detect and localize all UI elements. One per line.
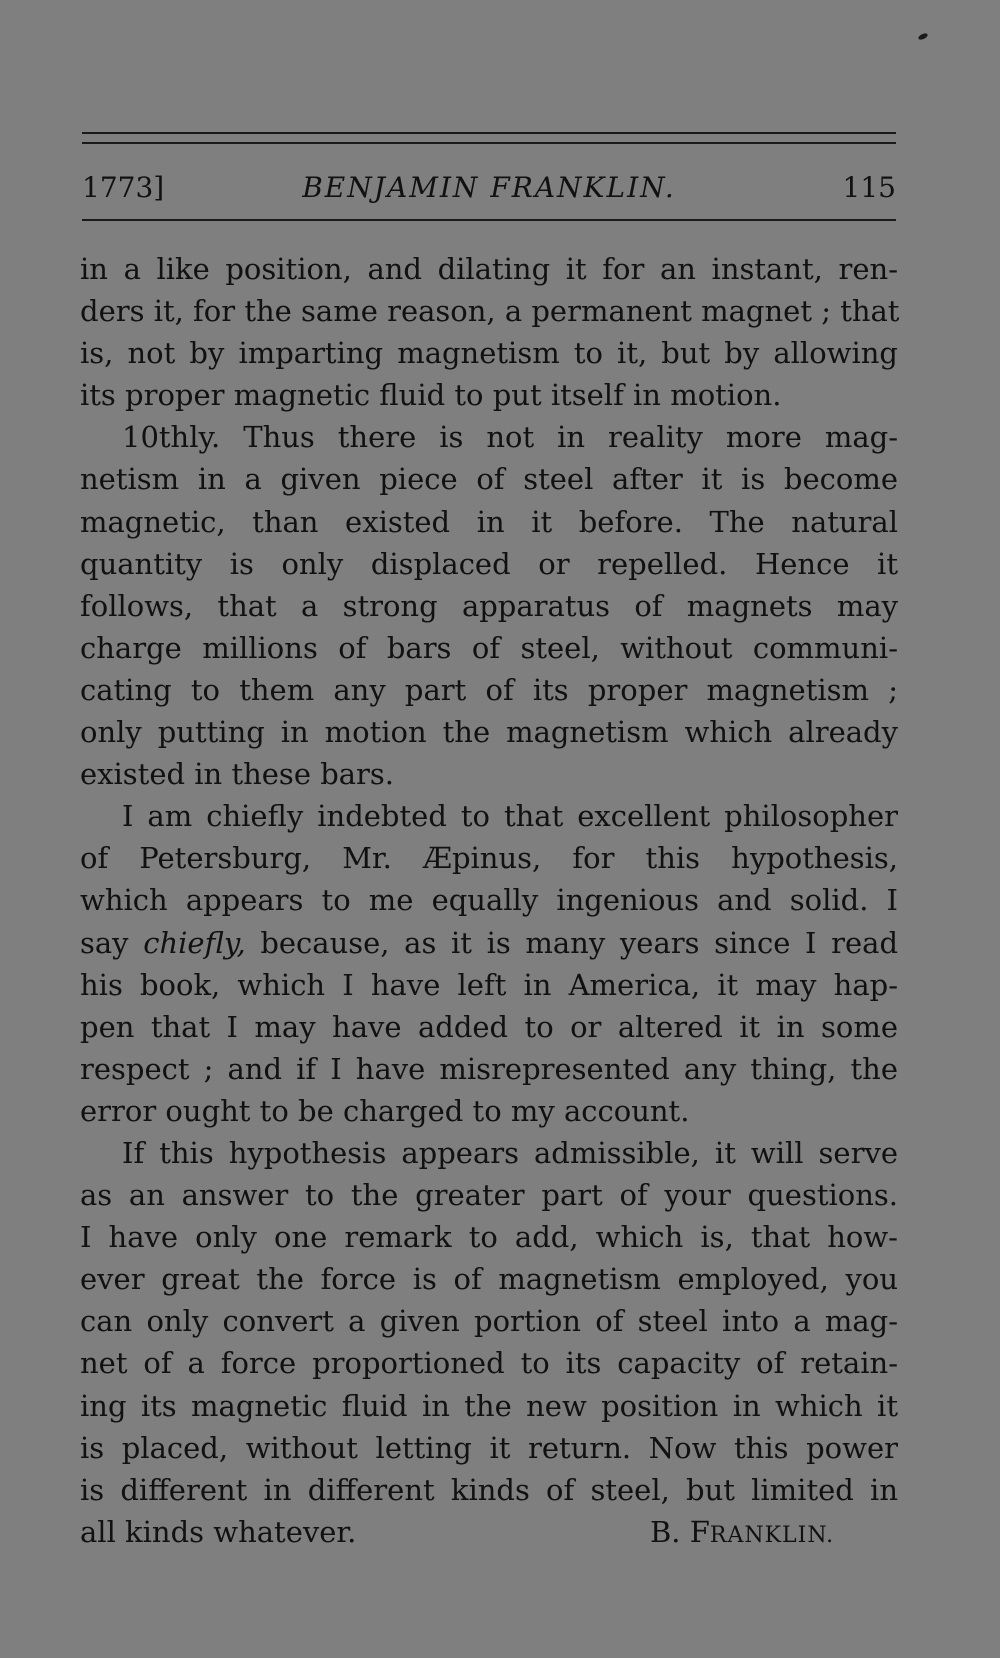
text-line: only putting in motion the magnetism which already [80,715,898,750]
text-line: netism in a given piece of steel after it is become [80,462,898,497]
closing-line [80,1511,898,1553]
text-line: follows, that a strong apparatus of magnets may [80,588,898,623]
header-rule-bottom [82,219,896,221]
header-title: BENJAMIN FRANKLIN. [302,171,676,204]
text-line: is, not by imparting magnetism to it, but by allowing [80,336,898,371]
signature [650,1511,834,1557]
text-line: I am chiefly indebted to that excellent philosopher [122,799,898,834]
signature-rest: RANKLIN. [709,1522,835,1548]
text-line: of Petersburg, Mr. Æpinus, for this hypothesis, [80,841,898,876]
italic-word: chiefly, [143,925,246,960]
signature-initial: B. F [650,1514,710,1549]
running-header [82,168,896,208]
text-line: charge millions of bars of steel, without communi- [80,630,898,665]
text-line: ing its magnetic fluid in the new position in which it [80,1388,898,1423]
header-year: 1773] [82,171,165,204]
text-line-with-italic [80,922,898,964]
text-line: existed in these bars. [80,757,395,792]
text-line: ders it, for the same reason, a permanent magnet ; that [80,294,900,329]
text-line: If this hypothesis appears admissible, it will serve [122,1135,898,1170]
text-line: error ought to be charged to my account. [80,1093,690,1128]
text-line: cating to them any part of its proper magnetism ; [80,672,898,707]
text-line: I have only one remark to add, which is, that how- [80,1220,898,1255]
page-number: 115 [842,171,896,204]
ink-speck [917,32,928,41]
text-line: 10thly. Thus there is not in reality more mag- [122,420,898,455]
text-fragment: all kinds whatever. [80,1514,357,1549]
text-line: respect ; and if I have misrepresented any thing, the [80,1051,898,1086]
text-line: is different in different kinds of steel, but limited in [80,1472,898,1507]
text-fragment: say [80,925,129,960]
text-fragment: because, as it is many years since I read [260,925,899,960]
text-line: which appears to me equally ingenious and solid. I [80,883,898,918]
text-line: quantity is only displaced or repelled. Hence it [80,546,898,581]
text-line: pen that I may have added to or altered it in some [80,1009,898,1044]
text-line: his book, which I have left in America, it may hap- [80,967,898,1002]
text-line: can only convert a given portion of steel into a mag- [80,1304,898,1339]
text-line: ever great the force is of magnetism employed, you [80,1262,898,1297]
text-line: its proper magnetic fluid to put itself in motion. [80,378,782,413]
body-text [80,248,898,1553]
text-line: in a like position, and dilating it for an instant, ren- [80,252,898,286]
text-line: is placed, without letting it return. Now this power [80,1430,898,1465]
header-rule-top-inner [82,142,896,144]
text-line: as an answer to the greater part of your questions. [80,1178,898,1213]
header-rule-top [82,132,896,134]
text-line: net of a force proportioned to its capacity of retain- [80,1346,898,1381]
text-line: magnetic, than existed in it before. The natural [80,504,898,539]
